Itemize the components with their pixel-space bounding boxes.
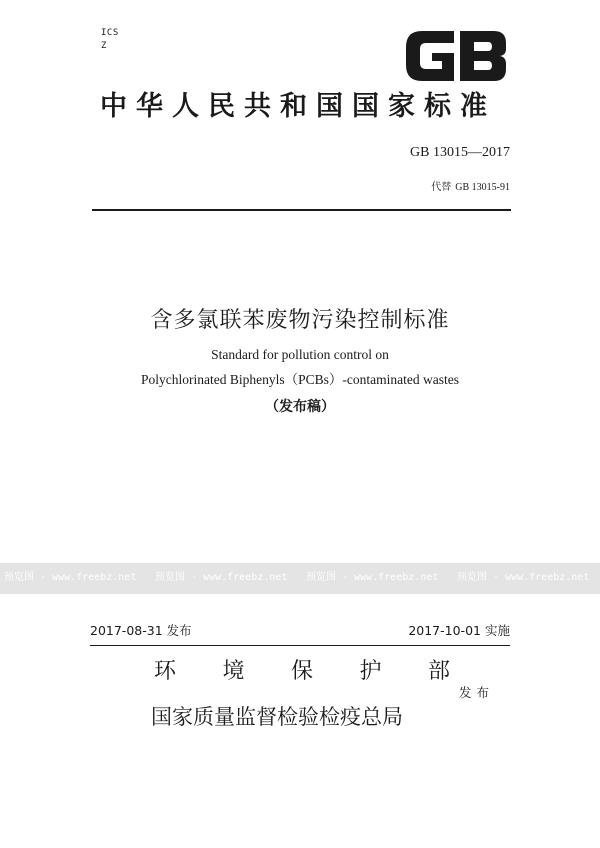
issuer-ministry-char: 保: [290, 659, 313, 684]
standard-number: GB 13015—2017: [410, 145, 510, 160]
issuer-ministry-char: 环: [154, 659, 177, 684]
document-title-english-line2: Polychlorinated Biphenyls（PCBs）-contaminated wastes: [141, 372, 459, 387]
ccs-label: Z: [101, 41, 107, 51]
national-standard-heading: 中华人民共和国国家标准: [100, 91, 496, 122]
footer-divider: [90, 645, 510, 646]
publish-date-line: [90, 621, 192, 639]
issuer-ministry-char: 护: [359, 659, 382, 684]
header-divider: [92, 209, 511, 211]
watermark-text: 预览图 - www.freebz.net: [155, 572, 288, 583]
implement-label: 实施: [484, 623, 510, 638]
replaces-number: GB 13015-91: [455, 182, 510, 193]
issuer-ministry-char: 境: [222, 659, 245, 684]
issuer-administration: 国家质量监督检验检疫总局: [151, 705, 403, 729]
issuer-ministry: [154, 655, 450, 689]
watermark-text: 预览图 - www.freebz.net: [306, 572, 439, 583]
replaces-label: 代替: [431, 182, 452, 193]
publish-label: 发布: [166, 623, 192, 638]
draft-note: （发布稿）: [265, 399, 335, 415]
publish-date: 2017-08-31: [90, 623, 163, 638]
replaces-line: [431, 178, 510, 193]
watermark-text: 预览图 - www.freebz.net: [457, 572, 590, 583]
document-title-english-line1: Standard for pollution control on: [211, 347, 389, 362]
issue-label: 发布: [459, 685, 495, 700]
watermark-text: 预览图 - www.freebz.net: [4, 572, 137, 583]
watermark-band: [0, 563, 600, 594]
implement-date-line: [408, 621, 510, 639]
classification-codes: [101, 27, 119, 53]
implement-date: 2017-10-01: [408, 623, 481, 638]
issuer-ministry-char: 部: [427, 659, 450, 684]
gb-logo: [402, 27, 510, 85]
ics-label: ICS: [101, 28, 119, 38]
document-title-chinese: 含多氯联苯废物污染控制标准: [150, 308, 450, 333]
